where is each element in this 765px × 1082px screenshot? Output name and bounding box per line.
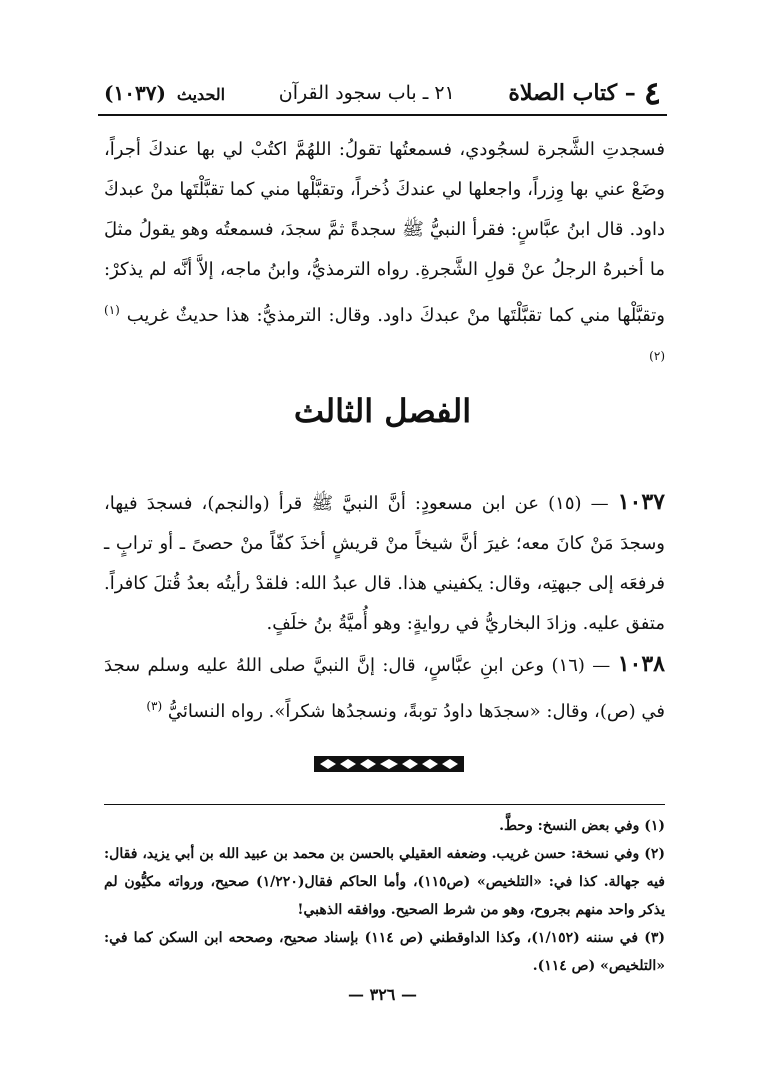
section-title: الفصل الثالث	[293, 392, 472, 430]
chapter-title: ٢١ ـ باب سجود القرآن	[278, 82, 455, 104]
hadith-index: (١٦)	[551, 655, 585, 676]
footnote-ref-3: (٣)	[146, 699, 163, 713]
hadith-1038: ١٠٣٨ — (١٦) وعن ابنِ عبَّاسٍ، قال: إنَّ النبيَّ صلى اللهُ عليه وسلم سجدَ في (ص)، وقال: «سجدَها داودُ توبةً، ونسجدُها شكراً». رواه النسائيُّ $^{(٣)}$	[104, 651, 665, 722]
footnotes	[104, 812, 665, 980]
page-number: — ٣٢٦ —	[348, 985, 417, 1004]
paragraph-text: فسجدتِ الشَّجرة لسجُودي، فسمعتُها تقولُ: اللهُمَّ اكتُبْ لي بها عندكَ أجراً، وضَعْ عني بها وِزراً، واجعلها لي عندكَ ذُخراً، وتقبَّلْها مني كما تقبَّلْتَها منْ عبدكَ داود. قال ابنُ عبَّاسٍ: فقرأ النبيُّ ﷺ سجدةً ثمَّ سجدَ، فسمعتُه وهو يقولُ مثلَ ما أخبرهُ الرجلُ عنْ قولِ الشَّجرةِ. رواه الترمذيُّ، وابنُ ماجه، إلاَّ أنَّه لم يذكرْ: وتقبَّلْها مني كما تقبَّلْتَها منْ عبدكَ داود. وقال: الترمذيُّ: هذا حديثٌ غريب	[104, 139, 665, 326]
ornament-divider	[314, 756, 464, 772]
footnote-rule	[104, 804, 665, 805]
book-title: – كتاب الصلاة	[508, 80, 636, 106]
footnote: (٣) في سننه (١/١٥٢)، وكذا الداوقطني (ص ١١٤) بإسناد صحيح، وصححه ابن السكن كما في: «التلخيص» (ص ١١٤).	[104, 930, 666, 974]
footnote-ref-1: (١)	[104, 303, 120, 317]
footnote-ref-2: (٢)	[649, 349, 665, 363]
hadith-label: الحديث	[176, 85, 226, 104]
footnote: (١) وفي بعض النسخ: وحطَّ.	[499, 818, 665, 834]
hadith-1037: ١٠٣٧ — (١٥) عن ابن مسعودٍ: أنَّ النبيَّ ﷺ قرأ (والنجم)، فسجدَ فيها، وسجدَ مَنْ كانَ معه؛ غيرَ أنَّ شيخاً منْ قريشٍ أخذَ كفّاً منْ حصىً ـ أو ترابٍ ـ فرفعَه إلى جبهتِه، وقال: يكفيني هذا. قال عبدُ الله: فلقدْ رأيتُه بعدُ قُتلَ كافراً. متفق عليه. وزادَ البخاريُّ في روايةٍ: وهو أُميَّةُ بنُ خلَفٍ.	[104, 489, 665, 634]
continued-hadith	[104, 130, 665, 382]
book-heading	[508, 74, 661, 112]
hadith-text: عن ابن مسعودٍ: أنَّ النبيَّ ﷺ قرأ (والنجم)، فسجدَ فيها، وسجدَ مَنْ كانَ معه؛ غيرَ أنَّ شيخاً منْ قريشٍ أخذَ كفّاً منْ حصىً ـ أو ترابٍ ـ فرفعَه إلى جبهتِه، وقال: يكفيني هذا. قال عبدُ الله: فلقدْ رأيتُه بعدُ قُتلَ كافراً. متفق عليه. وزادَ البخاريُّ في روايةٍ: وهو أُميَّةُ بنُ خلَفٍ.	[104, 493, 665, 634]
hadith-range	[104, 81, 225, 105]
hadith-range-number: (١٠٣٧)	[104, 81, 166, 105]
hadith-text: وعن ابنِ عبَّاسٍ، قال: إنَّ النبيَّ صلى اللهُ عليه وسلم سجدَ في (ص)، وقال: «سجدَها داودُ توبةً، ونسجدُها شكراً». رواه النسائيُّ	[104, 655, 665, 722]
hadith-index: (١٥)	[548, 493, 582, 514]
book-number: ٤	[643, 74, 661, 112]
hadith-number: ١٠٣٨	[617, 651, 665, 677]
footnote: (٢) وفي نسخة: حسن غريب. وضعفه العقيلي بالحسن بن محمد بن عبيد الله بن أبي يزيد، فقال: فيه جهالة. كذا في: «التلخيص» (ص١١٥)، وأما الحاكم فقال(١/٢٢٠) صحيح، ورواته مكيُّون لم يذكر واحد منهم بجروح، وهو من شرط الصحيح. ووافقه الذهبي!	[104, 846, 665, 918]
running-header	[98, 72, 667, 116]
hadith-number: ١٠٣٧	[617, 489, 665, 515]
